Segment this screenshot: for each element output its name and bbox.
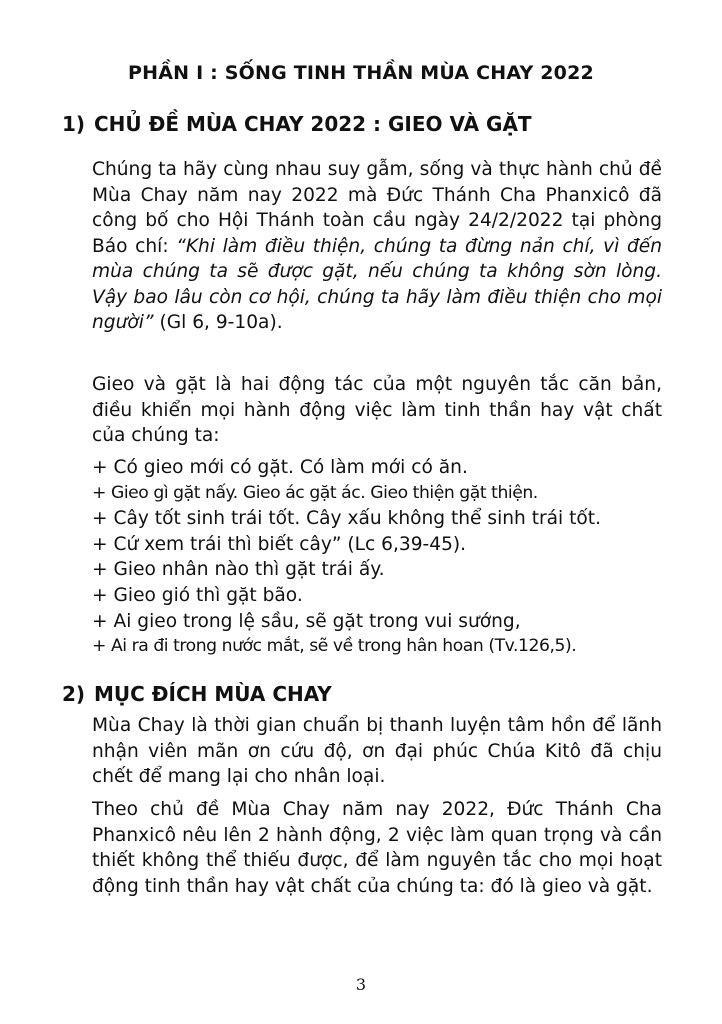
list-item: + Gieo gió thì gặt bão.: [92, 584, 303, 606]
section-1-paragraph-1: [92, 157, 662, 336]
section-1-paragraph-2: Gieo và gặt là hai động tác của một nguyên tắc căn bản, điều khiển mọi hành động việc làm tinh thần hay vật chất của chúng ta:: [92, 374, 662, 446]
scripture-quote: “Khi làm điều thiện, chúng ta đừng nản chí, vì đến mùa chúng ta sẽ được gặt, nếu chúng ta không sờn lòng. Vậy bao lâu còn cơ hội, chúng ta hãy làm điều thiện cho mọi người”: [92, 235, 662, 333]
section-2-heading: [62, 682, 332, 706]
list-item: + Ai gieo trong lệ sầu, sẽ gặt trong vui sướng,: [92, 610, 521, 632]
section-2-number: 2): [62, 682, 86, 706]
paragraph-intro: Chúng ta hãy cùng nhau suy gẫm, sống và thực hành chủ đề Mùa Chay năm nay 2022 mà Đức Thánh Cha Phanxicô đã công bố cho Hội Thánh toàn cầu ngày 24/2/2022 tại phòng Báo chí:: [92, 159, 662, 257]
section-2-paragraph-1: Mùa Chay là thời gian chuẩn bị thanh luyện tâm hồn để lãnh nhận viên mãn ơn cứu độ, ơn đại phúc Chúa Kitô đã chịu chết để mang lại cho nhân loại.: [92, 715, 662, 787]
section-1-heading: [62, 112, 532, 136]
list-item: + Có gieo mới có gặt. Có làm mới có ăn.: [92, 457, 468, 478]
section-2-paragraph-2: Theo chủ đề Mùa Chay năm nay 2022, Đức Thánh Cha Phanxicô nêu lên 2 hành động, 2 việc làm quan trọng và cần thiết không thể thiếu được, để làm nguyên tắc cho mọi hoạt động tinh thần hay vật chất của chúng ta: đó là gieo và gặt.: [92, 799, 662, 897]
proverb-list: [92, 455, 682, 660]
section-1-title: CHỦ ĐỀ MÙA CHAY 2022 : GIEO VÀ GẶT: [94, 112, 532, 136]
part-title: PHẦN I : SỐNG TINH THẦN MÙA CHAY 2022: [128, 62, 594, 84]
list-item: + Gieo gì gặt nấy. Gieo ác gặt ác. Gieo thiện gặt thiện.: [92, 482, 538, 503]
list-item: + Cây tốt sinh trái tốt. Cây xấu không thể sinh trái tốt.: [92, 508, 602, 530]
list-item: + Cứ xem trái thì biết cây” (Lc 6,39-45).: [92, 533, 467, 555]
page-number: 3: [355, 975, 367, 994]
section-1-number: 1): [62, 112, 86, 136]
scripture-reference: (Gl 6, 9-10a).: [153, 312, 283, 333]
list-item: + Ai ra đi trong nước mắt, sẽ về trong hân hoan (Tv.126,5).: [92, 636, 577, 657]
list-item: + Gieo nhân nào thì gặt trái ấy.: [92, 559, 385, 581]
section-2-title: MỤC ĐÍCH MÙA CHAY: [94, 682, 332, 706]
